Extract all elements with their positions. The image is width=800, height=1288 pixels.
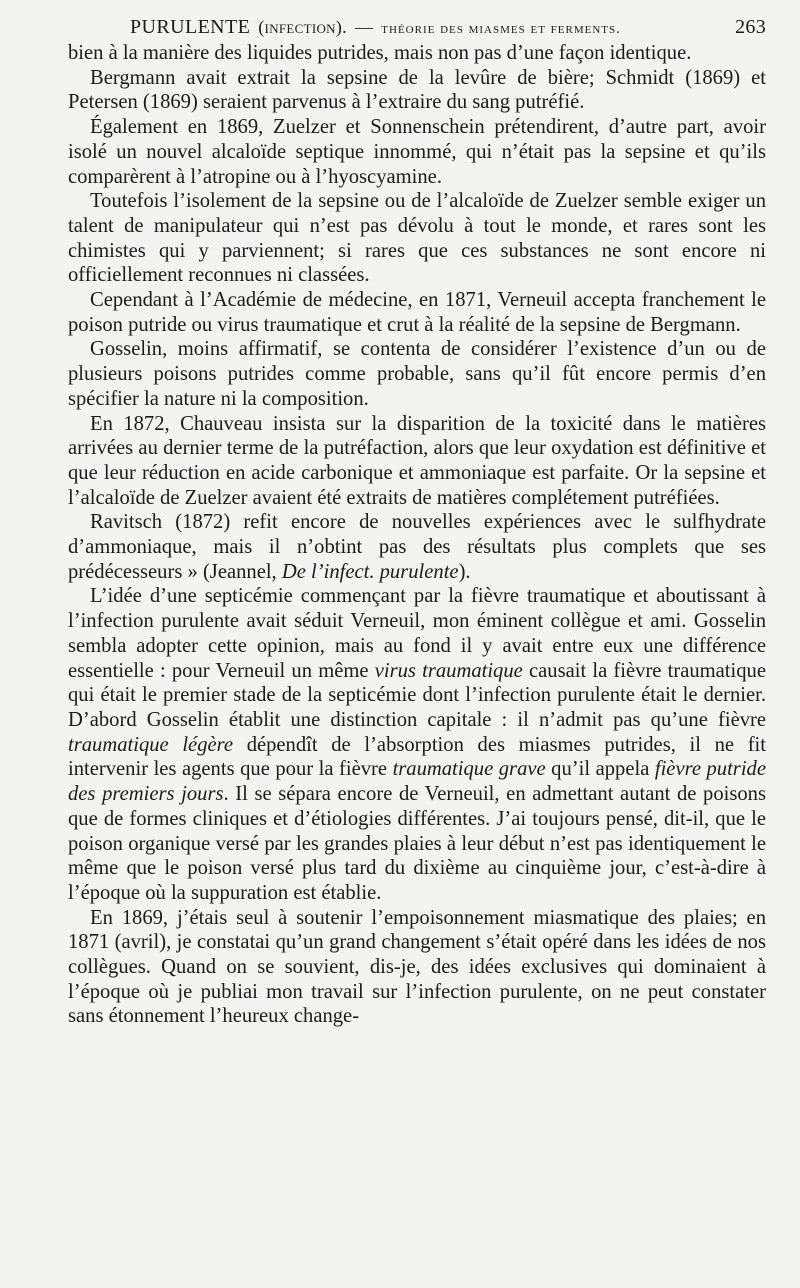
body-text (68, 41, 766, 1029)
paragraph (68, 41, 766, 66)
text-run: bien à la manière des liquides putrides, mais non pas d’une façon identique. (68, 42, 692, 64)
italic-text: virus traumatique (374, 659, 523, 682)
running-head-subtitle: (infection). (258, 17, 347, 37)
paragraph (68, 584, 766, 905)
italic-text: De l’infect. purulente (281, 560, 459, 583)
text-run: Ravitsch (1872) refit encore de nouvelles expériences avec le sulfhydrate d’ammoniaque, mais il n’obtint pas des résultats plus complets que ses prédécesseurs » (Jeannel, (68, 511, 766, 583)
text-run: L’idée d’une septicémie commençant par la fièvre traumatique et aboutissant à l’infection purulente avait séduit Verneuil, mon éminent collègue et ami. Gosselin sembla adopter cette opinion, mais au fond il y avait entre eux une différence essentielle : pour Verneuil un même (68, 585, 766, 682)
text-run: Toutefois l’isolement de la sepsine ou de l’alcaloïde de Zuelzer semble exiger un talent de manipulateur qui n’est pas dévolu à tout le monde, et rares sont les chimistes qui y parviennent; si rares que ces substances ne sont encore ni officiellement reconnues ni classées. (68, 190, 766, 287)
italic-text: traumatique grave (392, 758, 546, 781)
text-run: Cependant à l’Académie de médecine, en 1871, Verneuil accepta franchement le poison putride ou virus traumatique et crut à la réalité de la sepsine de Bergmann. (68, 289, 766, 336)
paragraph (68, 115, 766, 189)
italic-text: traumatique légère (68, 733, 234, 756)
text-run: Bergmann avait extrait la sepsine de la levûre de bière; Schmidt (1869) et Petersen (1869) seraient parvenus à l’extraire du sang putréfié. (68, 66, 766, 114)
text-run: qu’il appela (545, 758, 655, 781)
text-run: ). (458, 560, 471, 583)
running-head-left (130, 16, 621, 39)
text-run: En 1869, j’étais seul à soutenir l’empoisonnement miasmatique des plaies; en 1871 (avril), je constatai qu’un grand changement s’était opéré dans les idées de nos collègues. Quand on se souvient, dis-je, des idées exclusives qui dominaient à l’époque où je publiai mon travail sur l’infection purulente, on ne peut constater sans étonnement l’heureux change- (68, 906, 766, 1028)
text-run: . Il se sépara encore de Verneuil, en admettant autant de poisons que de formes cliniques et d’étiologies différentes. J’ai toujours pensé, dit-il, que le poison organique versé par les grandes plaies à leur début n’est pas identiquement le même que le poison versé plus tard du dixième au cinquième jour, c’est-à-dire à l’époque où la suppuration est établie. (68, 783, 766, 904)
paragraph (68, 510, 766, 584)
text-run: dépendît de l’absorption des miasmes putrides, il ne fit intervenir les agents que pour la fièvre (68, 733, 767, 781)
running-head-title: PURULENTE (130, 16, 251, 38)
paragraph (68, 288, 766, 337)
running-head-dash: — (354, 17, 374, 37)
paragraph (68, 66, 766, 115)
text-run: causait la fièvre traumatique qui était le premier stade de la septicémie dont l’infection purulente était le dernier. D’abord Gosselin établit une distinction capitale : il n’admit pas qu’une fièvre (68, 659, 766, 731)
text-run: Gosselin, moins affirmatif, se contenta de considérer l’existence d’un ou de plusieurs poisons putrides comme probable, sans qu’il fût encore permis d’en spécifier la nature ni la composition. (68, 338, 766, 410)
paragraph (68, 412, 766, 511)
italic-text: fièvre putride des premiers jours (68, 758, 766, 806)
text-run: En 1872, Chauveau insista sur la disparition de la toxicité dans le matières arrivées au dernier terme de la putréfaction, alors que leur oxydation est définitive et que leur réduction en acide carbonique et ammoniaque est parfaite. Or la sepsine et l’alcaloïde de Zuelzer avaient été extraits de matières complétement putréfiées. (68, 412, 766, 509)
running-head-theory: théorie des miasmes et ferments. (381, 21, 621, 37)
paragraph (68, 189, 766, 288)
text-run: Également en 1869, Zuelzer et Sonnenschein prétendirent, d’autre part, avoir isolé un nouvel alcaloïde septique innommé, qui n’était pas la sepsine et qu’ils comparèrent à l’atropine ou à l’hyoscyamine. (68, 116, 766, 188)
running-head (130, 16, 766, 39)
paragraph (68, 337, 766, 411)
paragraph (68, 906, 766, 1030)
page-number: 263 (735, 16, 766, 38)
